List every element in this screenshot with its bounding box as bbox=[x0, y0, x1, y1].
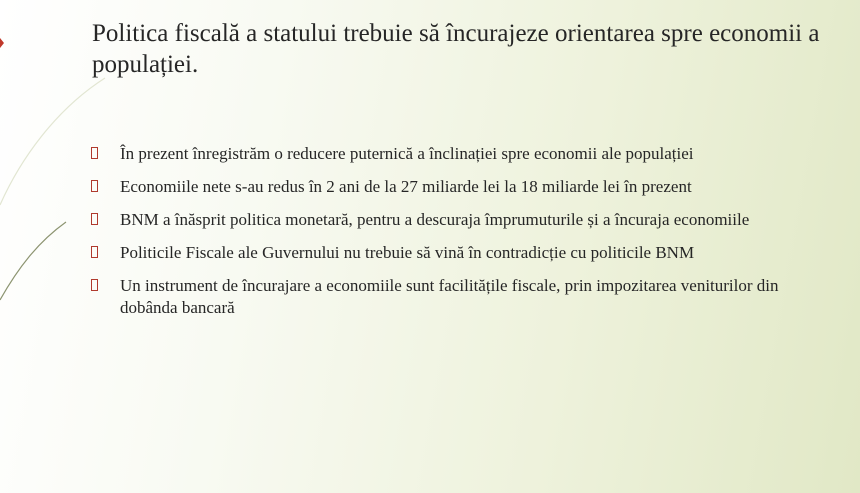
red-arrow-marker-icon bbox=[0, 38, 4, 48]
bullet-text: BNM a înăsprit politica monetară, pentru a descuraja împrumuturile și a încuraja economiile bbox=[120, 210, 750, 229]
empty-square-bullet-icon bbox=[91, 246, 98, 258]
empty-square-bullet-icon bbox=[91, 147, 98, 159]
bullet-item bbox=[90, 143, 790, 165]
bullet-item bbox=[90, 275, 790, 319]
bullet-text: Un instrument de încurajare a economiile sunt facilitățile fiscale, prin impozitarea veniturilor din dobânda bancară bbox=[120, 276, 779, 317]
bullet-list bbox=[90, 143, 790, 330]
bullet-item bbox=[90, 242, 790, 264]
bullet-text: În prezent înregistrăm o reducere puternică a înclinației spre economii ale populației bbox=[120, 144, 694, 163]
bullet-item bbox=[90, 209, 790, 231]
empty-square-bullet-icon bbox=[91, 180, 98, 192]
bullet-text: Economiile nete s-au redus în 2 ani de la 27 miliarde lei la 18 miliarde lei în prezent bbox=[120, 177, 692, 196]
empty-square-bullet-icon bbox=[91, 279, 98, 291]
bullet-item bbox=[90, 176, 790, 198]
decorative-curve-lower bbox=[0, 222, 66, 300]
empty-square-bullet-icon bbox=[91, 213, 98, 225]
slide-title: Politica fiscală a statului trebuie să încurajeze orientarea spre economii a populației. bbox=[92, 20, 820, 78]
bullet-text: Politicile Fiscale ale Guvernului nu trebuie să vină în contradicție cu politicile BNM bbox=[120, 243, 695, 262]
